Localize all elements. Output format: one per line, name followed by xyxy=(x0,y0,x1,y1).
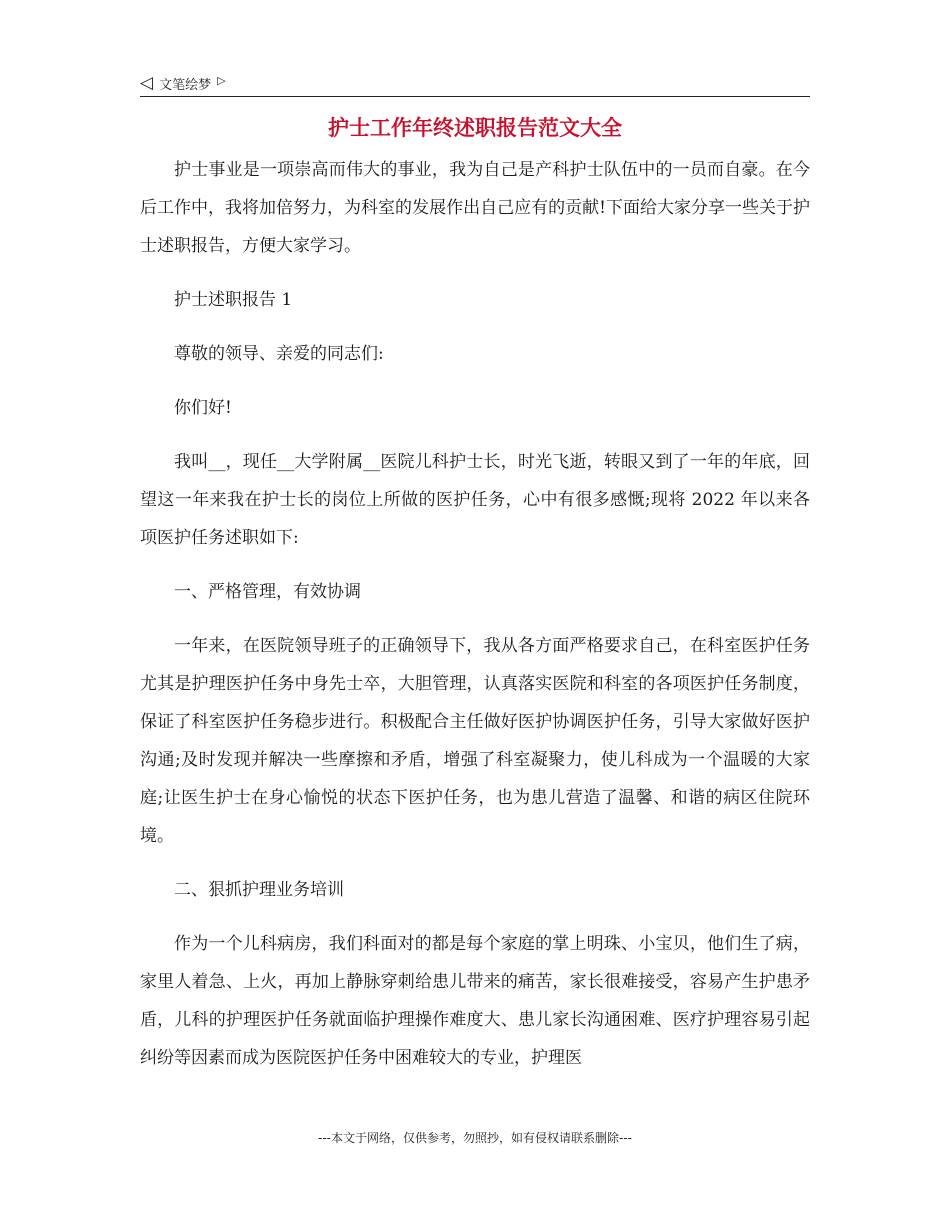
paragraph: 一年来，在医院领导班子的正确领导下，我从各方面严格要求自己，在科室医护任务尤其是护理医护任务中身先士卒，大胆管理，认真落实医院和科室的各项医护任务制度，保证了科室医护任务稳步进行。积极配合主任做好医护协调医护任务，引导大家做好医护沟通;及时发现并解决一些摩擦和矛盾，增强了科室凝聚力，使儿科成为一个温暖的大家庭;让医生护士在身心愉悦的状态下医护任务，也为患儿营造了温馨、和谐的病区住院环境。 xyxy=(140,636,810,846)
paragraph: 你们好! xyxy=(174,398,232,418)
page-header xyxy=(140,72,810,97)
paragraph: 我叫__，现任__大学附属__医院儿科护士长，时光飞逝，转眼又到了一年的年底，回望这一年来我在护士长的岗位上所做的医护任务，心中有很多感慨;现将 2022 年以来各项医护任务述职如下: xyxy=(140,452,810,548)
paragraph: 作为一个儿科病房，我们科面对的都是每个家庭的掌上明珠、小宝贝，他们生了病，家里人着急、上火，再加上静脉穿刺给患儿带来的痛苦，家长很难接受，容易产生护患矛盾，儿科的护理医护任务就面临护理操作难度大、患儿家长沟通困难、医疗护理容易引起纠纷等因素而成为医院医护任务中困难较大的专业，护理医 xyxy=(140,934,810,1068)
document-body xyxy=(140,151,810,1093)
right-triangle-icon: ▷ xyxy=(217,74,226,87)
left-triangle-icon: ◁ xyxy=(140,73,154,93)
section-heading: 二、狠抓护理业务培训 xyxy=(174,880,344,900)
document-title: 护士工作年终述职报告范文大全 xyxy=(328,116,622,140)
page-footer: ---本文于网络，仅供参考，勿照抄，如有侵权请联系删除--- xyxy=(318,1131,632,1145)
section-heading: 一、严格管理，有效协调 xyxy=(174,582,361,602)
paragraph: 护士述职报告 1 xyxy=(174,290,293,310)
brand xyxy=(140,74,226,93)
brand-name: 文笔绘梦 xyxy=(159,78,212,93)
paragraph: 护士事业是一项崇高而伟大的事业，我为自己是产科护士队伍中的一员而自豪。在今后工作中，我将加倍努力，为科室的发展作出自己应有的贡献!下面给大家分享一些关于护士述职报告，方便大家学习。 xyxy=(140,160,810,256)
paragraph: 尊敬的领导、亲爱的同志们: xyxy=(174,344,384,364)
